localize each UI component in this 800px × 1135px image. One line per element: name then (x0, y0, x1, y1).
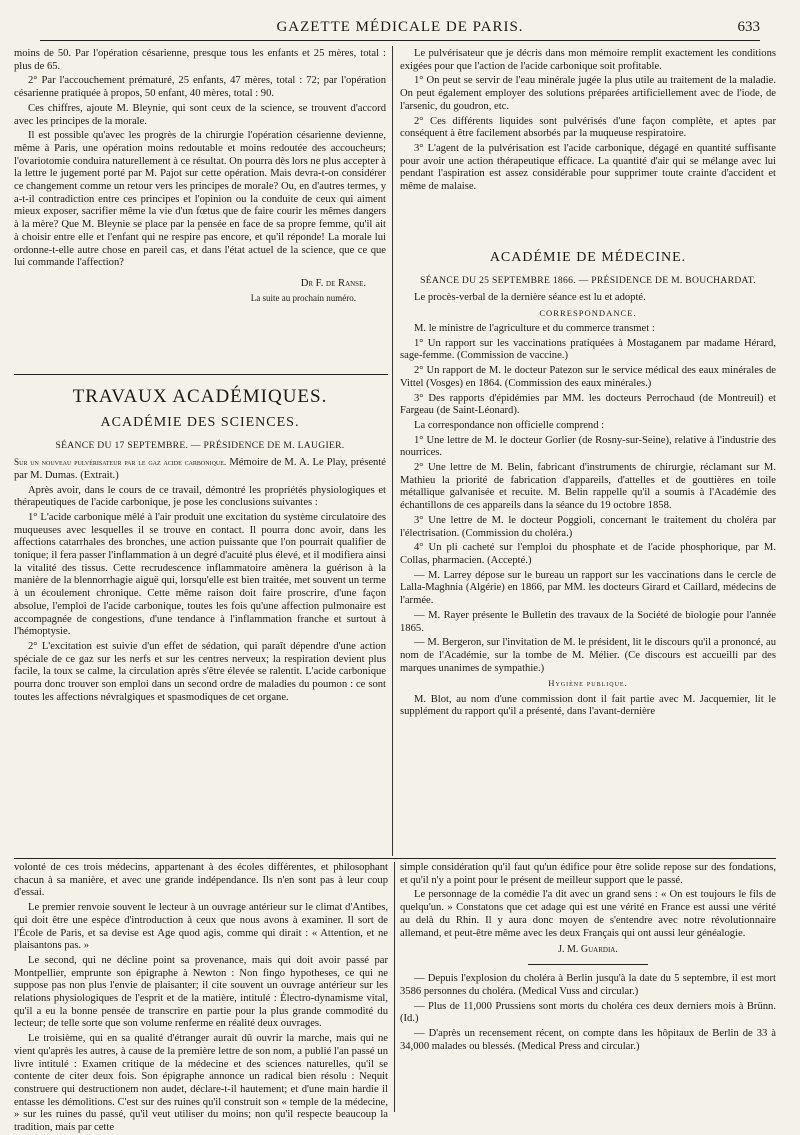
paragraph: Le pulvérisateur que je décris dans mon mémoire remplit exactement les conditions exigées pour que l'action de l'acide carbonique soit profitable. (400, 48, 776, 72)
news-item: — D'après un recensement récent, on compte dans les hôpitaux de Berlin de 33 à 34,000 malades ou blessés. (Medical Press and circular.) (400, 1028, 776, 1052)
memoir-author: Mémoire de M. A. Le Play, présenté par M. Dumas. (Extrait.) (14, 457, 386, 481)
subsection-title: ACADÉMIE DES SCIENCES. (100, 414, 300, 430)
paragraph: 1° Une lettre de M. le docteur Gorlier (de Rosny-sur-Seine), relative à l'industrie des nourrices. (400, 434, 776, 459)
short-rule (528, 964, 648, 965)
paragraph: 1° Un rapport sur les vaccinations pratiquées à Mostaganem par madame Hérard, sage-femme. (Commission de vaccine.) (400, 337, 776, 362)
session-heading: SÉANCE DU 25 SEPTEMBRE 1866. — PRÉSIDENCE DE M. BOUCHARDAT. (420, 274, 756, 286)
paragraph: Il est possible qu'avec les progrès de la chirurgie l'opération césarienne devienne, même à Paris, une opération moins redoutable et moins redoutée des accoucheurs; l'ovariotomie conduira naturellement à ce résultat. On pourra dès lors ne plus accepter à la lettre le jugement porté par M. Pajot sur cette opération. Mais devra-t-on considérer ce changement comme un retour vers les principes de morale? Ou, en d'autres termes, y a-t-il contradiction entre ces principes et l'opinion ou la conduite de ceux qui aiment mieux exposer, sacrifier même la vie d'un fœtus que de faire courir les mêmes dangers à la mère? Que M. Bleynie se place par la pensée en face de sa propre femme, qu'il ait à choisir entre elle et l'enfant qui ne respire pas encore, et qu'il réponde! La morale lui ordonne-t-elle autre chose en pareil cas, et dans l'état actuel de la science, que ce que lui commande l'affection? (14, 130, 386, 269)
correspondance-label: CORRESPONDANCE. (539, 307, 637, 318)
column-bottom-right (400, 862, 776, 1112)
paragraph: 1° On peut se servir de l'eau minérale jugée la plus utile au traitement de la maladie. On peut également employer des solutions préparées artificiellement avec de l'iode, de l'arsenic, du goudron, etc. (400, 75, 776, 112)
paragraph: volonté de ces trois médecins, appartenant à des écoles différentes, et philosophant chacun à sa manière, et avec une grande indépendance. Ils n'en sont pas à leur coup d'essai. (14, 862, 388, 899)
paragraph: moins de 50. Par l'opération césarienne, presque tous les enfants et 25 mères, total : plus de 65. (14, 48, 386, 72)
column-divider (392, 46, 393, 856)
paragraph: — M. Rayer présente le Bulletin des travaux de la Société de biologie pour l'année 1865. (400, 609, 776, 634)
section-title: TRAVAUX ACADÉMIQUES. (72, 386, 328, 407)
paragraph: 2° Ces différents liquides sont pulvérisés d'une façon complète, et aptes par conséquent à être facilement absorbés par la muqueuse respiratoire. (400, 115, 776, 140)
paragraph: simple considération qu'il faut qu'un édifice pour être solide repose sur des fondations, et qu'il n'y a point pour le présent de meilleur support que le passé. (400, 862, 776, 886)
session-heading: SÉANCE DU 17 SEPTEMBRE. — PRÉSIDENCE DE M. LAUGIER. (55, 439, 345, 451)
column-left-academic (14, 378, 386, 856)
paragraph: 4° Un pli cacheté sur l'emploi du phosphate et de l'acide phosphorique, par M. Collas, pharmacien. (Accepté.) (400, 542, 776, 566)
paragraph: 2° Une lettre de M. Belin, fabricant d'instruments de chirurgie, réclamant sur M. Mathieu la priorité de fabrication d'appareils, d'attelles et de gouttières en toile métallique galvanisée et recuite. M. Belin rappelle qu'il a soumis à l'Académie des échantillons de ces appareils dans la séance du 19 octobre 1858. (400, 462, 776, 512)
page-header (40, 16, 760, 41)
page-number: 633 (737, 19, 760, 35)
author-signature: J. M. Guardia. (558, 944, 618, 956)
news-item: — Depuis l'explosion du choléra à Berlin jusqu'à la date du 5 septembre, il est mort 3586 personnes du choléra. (Medical Vuss and circular.) (400, 973, 776, 997)
column-bottom-left (14, 862, 388, 1134)
minutes: Le procès-verbal de la dernière séance est lu et adopté. (414, 292, 646, 304)
column-divider-lower (394, 862, 395, 1112)
paragraph: 3° Des rapports d'épidémies par MM. les docteurs Perrochaud (de Montreuil) et Fargeau (de Saint-Léonard). (400, 392, 776, 417)
news-item: — Plus de 11,000 Prussiens sont morts du choléra ces deux derniers mois à Brünn. (Id.) (400, 1000, 776, 1025)
memoir-title: Sur un nouveau pulvérisateur par le gaz acide carbonique. (14, 457, 227, 468)
paragraph: 2° Un rapport de M. le docteur Patezon sur le service médical des eaux minérales de Vittel (Vosges) en 1864. (Commission des eaux minérales.) (400, 365, 776, 389)
journal-title: GAZETTE MÉDICALE DE PARIS. (276, 19, 524, 35)
paragraph: Le troisième, qui en sa qualité d'étranger aurait dû ouvrir la marche, mais qui ne vient qu'après les autres, à cause de la première lettre de son nom, a publié l'an passé un livre intitulé : Examen critique de la médecine et des sciences naturelles, qu'il se contente de citer deux fois. Son épigraphe annonce un radical bien résolu : Nequit construere qui destructionem non audet, déclare-t-il hautement; et d'une main hardie il entasse les démolitions. C'est sur des ruines qu'il construit son « temple de la médecine, » sur les ruines du passé, qu'il veut utiliser du moins; non qu'il respecte beaucoup la tradition, mais par cette (14, 1033, 388, 1134)
paragraph: 2° Par l'accouchement prématuré, 25 enfants, 47 mères, total : 72; par l'opération césarienne pratiquée à propos, 50 enfant, 40 mères, total : 90. (14, 75, 386, 100)
paragraph: Le premier renvoie souvent le lecteur à un ouvrage antérieur sur le climat d'Antibes, qui doit être une espèce d'introduction à ceux que nous avons à examiner. Il sort de l'École de Paris, et sa devise est Age quod agis, comme qui dirait : « Attention, et ne plaisantons pas. » (14, 902, 388, 952)
paragraph: M. le ministre de l'agriculture et du commerce transmet : (414, 323, 655, 335)
paragraph: — M. Larrey dépose sur le bureau un rapport sur les vaccinations dans le cercle de Lalla-Maghnia (Algérie) en 1866, par MM. les docteurs Girard et Caillard, médecins de l'armée. (400, 569, 776, 607)
paragraph: Le second, qui ne déclinе point sa provenance, mais qui doit avoir passé par Montpellier, emprunte son épigraphe à Newton : Non fingo hypotheses, ce qui ne suppose pas non plus l'envie de plaisanter; il cite souvent un ouvrage antérieur sur les relations physiologiques de l'esprit et de la matière, intitulé : Électro-dynamisme vital, qu'il a eu la bonne pensée de transcrire en partie pour la plus grande commodité du lecteur; de telle sorte que son volume renferme en réalité deux ouvrages. (14, 954, 388, 1030)
paragraph: M. Blot, au nom d'une commission dont il fait partie avec M. Jacquemier, lit le supplément du rapport qu'il a présenté, dans l'avant-dernière (400, 693, 776, 718)
academy-title: ACADÉMIE DE MÉDECINE. (489, 249, 687, 265)
paragraph: Le personnage de la comédie l'a dit avec un grand sens : « On est toujours le fils de quelqu'un. » Constatons que cet adage qui est une vérité en France est aussi une vérité au delà du Rhin. Il y aura donc moyen de s'entendre avec notre révolutionnaire allemand, et peut-être même avec les deux Français qui ont aussi leur généalogie. (400, 889, 776, 939)
paragraph: 2° L'excitation est suivie d'un effet de sédation, qui paraît dépendre d'une action spéciale de ce gaz sur les nerfs et sur les centres nerveux; la respiration devient plus facile, la toux se calme, la circulation après s'être élevée se ralentit. L'acide carbonique pourra donc trouver son emploi dans un second ordre de maladies du poumon : ce sont toutes les affections névralgiques et spasmodiques de cet organe. (14, 640, 386, 703)
author-signature: Dr F. de Ranse. (300, 277, 366, 289)
paragraph: Ces chiffres, ajoute M. Bleynie, qui sont ceux de la science, se trouvent d'accord avec les principes de la morale. (14, 102, 386, 127)
section-separator (14, 374, 388, 375)
paragraph: 3° L'agent de la pulvérisation est l'acide carbonique, dégagé en quantité suffisante pour avoir une action thérapeutique efficace. La quantité d'air qui se mélange avec lui pendant l'aspiration est assez considérable pour supprimer toute crainte d'accident et même de malaise. (400, 142, 776, 193)
paragraph: La correspondance non officielle comprend : (414, 419, 605, 431)
paragraph: Après avoir, dans le cours de ce travail, démontré les propriétés physiologiques et thérapeutiques de l'acide carbonique, je pose les conclusions suivantes : (14, 484, 386, 509)
column-right-top (400, 48, 776, 856)
paragraph: 1° L'acide carbonique mêlé à l'air produit une excitation du système circulatoire des muqueuses avec lesquelles il se trouve en contact. Il pourra donc avoir, dans les affections catarrhales des bronches, une action puissante que l'on pourrait qualifier de tonique; il fera passer l'inflammation à un degré d'acuité plus élevé, et il modifiera ainsi la vitalité des tissus. Cette recrudescence inflammatoire amènera la guérison à la manière de la blennorrhagie aiguë qui, lorsqu'elle est bien traitée, met souvent un terme à un écoulement chronique. Cette même raison doit faire proscrire, d'une façon absolue, l'emploi de l'acide carbonique, toutes les fois qu'une affection pulmonaire est accompagnée de congestions, d'une tendance à l'inflammation franche et surtout à l'hémoptysie. (14, 511, 386, 638)
paragraph: 3° Une lettre de M. le docteur Poggioli, concernant le traitement du choléra par l'électrisation. (Commission du choléra.) (400, 514, 776, 539)
continued-note: La suite au prochain numéro. (250, 292, 356, 303)
paragraph: — M. Bergeron, sur l'invitation de M. le président, lit le discours qu'il a prononcé, au nom de l'Académie, sur la tombe de M. Mélier. (Ce discours est accueilli par des marques unanimes de sympathie.) (400, 637, 776, 674)
column-left-top (14, 48, 386, 370)
feuilleton-separator (14, 858, 776, 859)
hygiene-label: Hygiène publique. (548, 678, 628, 689)
